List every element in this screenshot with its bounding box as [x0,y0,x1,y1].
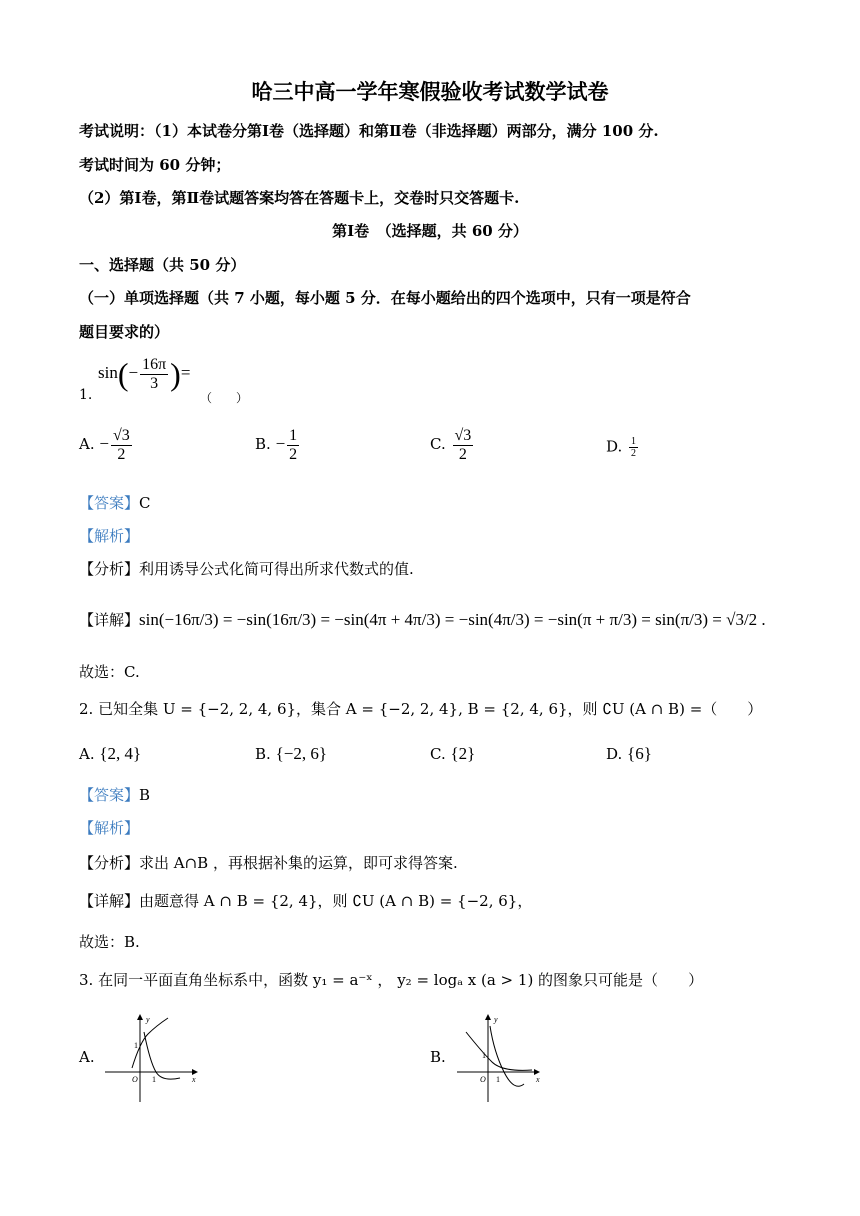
page-title: 哈三中高一学年寒假验收考试数学试卷 [251,79,609,104]
subsection1-line-2: 题目要求的） [79,323,170,341]
q1-option-c-num: √3 [454,427,472,444]
q1-option-a-den: 2 [117,445,126,463]
q2-option-d-label: D. [606,745,623,763]
q2-fenxi-text: 求出 A∩B ，再根据补集的运算，即可求得答案. [139,854,458,872]
q2-detail-text: 由题意得 A ∩ B = {2, 4}，则 ∁U (A ∩ B) = {−2, 6}， [139,892,533,910]
q2-option-b [255,744,327,764]
q3-stem: 3. 在同一平面直角坐标系中，函数 y₁ = a⁻ˣ ， y₂ = logₐ x (a > 1) 的图象只可能是（ ） [79,971,704,989]
q1-analysis-tag: 【解析】 [79,527,140,545]
origin-label: O [132,1075,138,1084]
q1-option-b-label: B. [255,435,271,454]
q2-option-c [430,744,475,764]
y-axis-arrow [485,1014,491,1020]
q1-option-b [255,427,301,463]
q1-answer [79,492,151,513]
q2-stem: 2. 已知全集 U = {−2, 2, 4, 6}，集合 A = {−2, 2, 4}, B = {2, 4, 6}，则 ∁U (A ∩ B) =（ ） [79,700,763,718]
q1-choose: 故选：C. [79,663,140,681]
q2-option-a [79,744,141,764]
q1-option-b-den: 2 [289,445,298,463]
q1-option-d-frac [629,436,638,459]
q1-expression: sin(− $\frac{16\pi}{3}$ )= [98,356,191,393]
q1-option-b-num: 1 [289,427,298,444]
curve-exp [466,1032,532,1070]
q1-answer-value: C [139,494,151,512]
instructions-line-3: （2）第Ⅰ卷，第Ⅱ卷试题答案均答在答题卡上，交卷时只交答题卡. [79,189,520,207]
y-one-label: 1 [134,1041,138,1050]
q1-fenxi-text: 利用诱导公式化简可得出所求代数式的值. [139,560,414,578]
q1-fenxi-tag: 【分析】 [79,560,140,578]
section1-heading: 一、选择题（共 50 分） [79,256,246,274]
y-label: y [146,1015,150,1024]
q1-option-c-den: 2 [458,445,467,463]
q1-detail-tag: 【详解】 [79,611,140,629]
q2-option-c-label: C. [430,745,446,763]
q1-option-a-label: A. [79,435,95,454]
q1-option-a-num: √3 [112,427,130,444]
q2-answer-tag: 【答案】 [79,786,140,804]
q1-option-a-frac [111,427,132,463]
q2-detail-tag: 【详解】 [79,892,140,910]
y-label: y [494,1015,498,1024]
q1-answer-tag: 【答案】 [79,494,140,512]
q3-graph-b [452,1012,552,1108]
q1-option-b-sign: − [275,434,286,454]
q2-option-b-label: B. [255,745,271,763]
q1-option-c-label: C. [430,435,446,454]
q1-minus: − [128,363,139,383]
q1-option-c [430,427,475,463]
q1-sin: sin [98,363,118,383]
q1-option-d-den: 2 [631,448,637,459]
q1-option-d-num: 1 [631,436,637,447]
x-one-label: 1 [496,1075,500,1084]
q1-equals: = [180,363,191,383]
q2-fenxi-tag: 【分析】 [79,854,140,872]
y-axis-arrow [137,1014,143,1020]
q3-option-b-label: B. [430,1048,446,1066]
q3-graph-a [100,1012,200,1108]
q2-fenxi [79,852,458,873]
q2-detail [79,890,532,911]
q1-frac-num: 16π [142,356,167,373]
q2-option-c-value: {2} [450,744,476,763]
x-label: x [536,1075,540,1084]
q1-detail-text: sin(−16π/3) = −sin(16π/3) = −sin(4π + 4π/3) = −sin(4π/3) = −sin(π + π/3) = sin(π/3) = √3/2 . [139,610,766,629]
q1-number: 1. [79,387,93,403]
q2-option-b-value: {−2, 6} [275,744,327,763]
q1-option-c-frac [453,427,474,463]
q2-option-a-value: {2, 4} [99,744,142,763]
part1-heading: 第Ⅰ卷 （选择题，共 60 分） [332,222,528,240]
q1-option-d-label: D. [606,437,623,456]
q1-option-b-frac [287,427,299,463]
q1-option-a-sign: − [99,434,109,454]
instructions-line-1: 考试说明：（1）本试卷分第Ⅰ卷（选择题）和第Ⅱ卷（非选择题）两部分，满分 100 分. [79,122,659,140]
x-one-label: 1 [152,1075,156,1084]
instructions-line-2: 考试时间为 60 分钟； [79,156,231,174]
q2-choose: 故选：B. [79,933,140,951]
q2-answer-value: B [139,786,151,804]
y-one-label: 1 [482,1051,486,1060]
q2-option-d [606,744,652,764]
q1-option-d [606,436,640,459]
q2-analysis-tag: 【解析】 [79,819,140,837]
origin-label: O [480,1075,486,1084]
q2-option-a-label: A. [79,745,95,763]
subsection1-line-1: （一）单项选择题（共 7 小题，每小题 5 分．在每小题给出的四个选项中，只有一项是符合 [79,289,691,307]
q1-fenxi [79,558,414,579]
q2-answer [79,784,150,805]
q1-option-a [79,427,134,463]
q1-fraction [140,356,168,392]
q2-option-d-value: {6} [627,744,652,763]
q1-detail [79,609,766,630]
q1-frac-den: 3 [150,374,159,392]
x-label: x [192,1075,196,1084]
q3-option-a-label: A. [79,1048,95,1066]
q1-blank: （ ） [200,391,249,405]
